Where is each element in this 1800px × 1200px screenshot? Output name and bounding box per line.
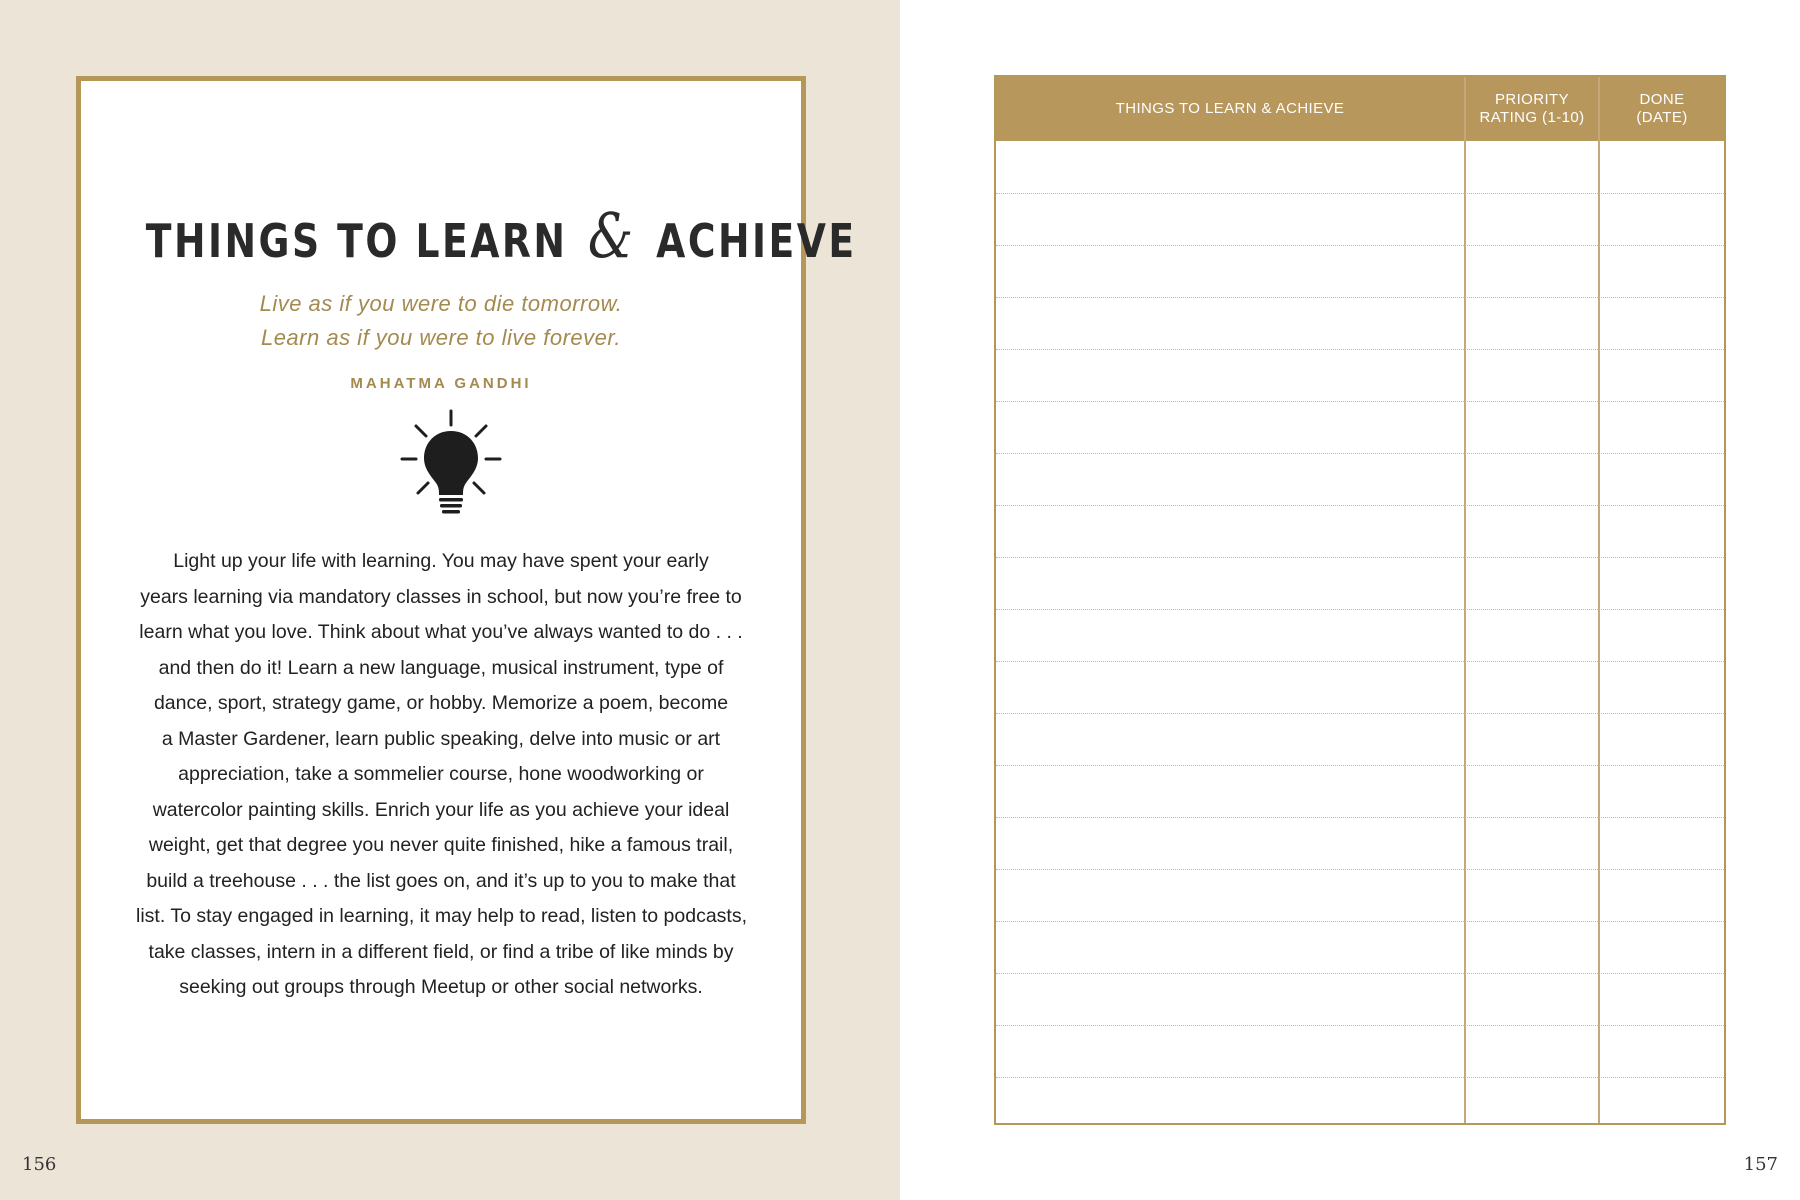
table-row-line xyxy=(996,713,1724,714)
body-line: years learning via mandatory classes in school, but now you’re free to xyxy=(140,585,742,608)
body-line: a Master Gardener, learn public speaking, delve into music or art xyxy=(161,727,721,750)
header-priority xyxy=(1466,77,1598,141)
header-done xyxy=(1600,77,1724,141)
title-part2: ACHIEVE xyxy=(656,214,857,268)
quote-line: Learn as if you were to live forever. xyxy=(260,325,622,350)
quote xyxy=(81,287,801,355)
table-row-line xyxy=(996,349,1724,350)
body-line: Light up your life with learning. You may have spent your early xyxy=(173,550,709,572)
body-line: list. To stay engaged in learning, it may help to read, listen to podcasts, xyxy=(136,905,747,927)
header-priority-line1: PRIORITY xyxy=(1494,91,1570,108)
body-line: dance, sport, strategy game, or hobby. Memorize a poem, become xyxy=(153,692,729,714)
table-row-line xyxy=(996,401,1724,402)
table-row-line xyxy=(996,609,1724,610)
page-title xyxy=(145,199,857,272)
table-row-line xyxy=(996,453,1724,454)
table-header xyxy=(996,77,1724,141)
table-row-line xyxy=(996,193,1724,194)
body-line: learn what you love. Think about what you’ve always wanted to do . . . xyxy=(139,621,743,643)
quote-line: Live as if you were to die tomorrow. xyxy=(259,291,623,316)
page-number-left: 156 xyxy=(22,1154,57,1175)
intro-card xyxy=(76,76,857,1124)
table-row-line xyxy=(996,817,1724,818)
table-row-line xyxy=(996,921,1724,922)
table-row-line xyxy=(996,765,1724,766)
title-part1: THINGS TO LEARN xyxy=(145,214,568,268)
header-priority-line2: RATING (1-10) xyxy=(1479,109,1585,126)
header-things-label: THINGS TO LEARN & ACHIEVE xyxy=(1115,100,1345,117)
body-line: build a treehouse . . . the list goes on, and it’s up to you to make that xyxy=(146,869,736,892)
body-line: and then do it! Learn a new language, musical instrument, type of xyxy=(158,656,724,679)
table-row-line xyxy=(996,245,1724,246)
table-row-line xyxy=(996,661,1724,662)
header-done-line1: DONE xyxy=(1639,91,1685,108)
body-line: appreciation, take a sommelier course, hone woodworking or xyxy=(178,763,704,785)
quote-author: MAHATMA GANDHI xyxy=(350,375,532,392)
body-line: weight, get that degree you never quite finished, hike a famous trail, xyxy=(148,834,734,856)
table-row-line xyxy=(996,1025,1724,1026)
table-row-line xyxy=(996,869,1724,870)
body-line: watercolor painting skills. Enrich your life as you achieve your ideal xyxy=(152,798,730,821)
table-row-line xyxy=(996,973,1724,974)
column-divider xyxy=(1464,77,1466,1123)
column-divider xyxy=(1598,77,1600,1123)
table-row-line xyxy=(996,297,1724,298)
body-line: take classes, intern in a different field, or find a tribe of like minds by xyxy=(148,940,734,963)
header-done-line2: (DATE) xyxy=(1636,109,1688,126)
learning-log-table xyxy=(994,75,1726,1125)
table-row-line xyxy=(996,1077,1724,1078)
intro-body xyxy=(136,544,746,1006)
header-things xyxy=(996,77,1464,141)
body-line: seeking out groups through Meetup or other social networks. xyxy=(179,976,703,998)
table-row-line xyxy=(996,505,1724,506)
title-ampersand: & xyxy=(587,199,636,272)
page-number-right: 157 xyxy=(1743,1154,1778,1175)
lightbulb-icon xyxy=(396,409,506,519)
table-row-line xyxy=(996,557,1724,558)
